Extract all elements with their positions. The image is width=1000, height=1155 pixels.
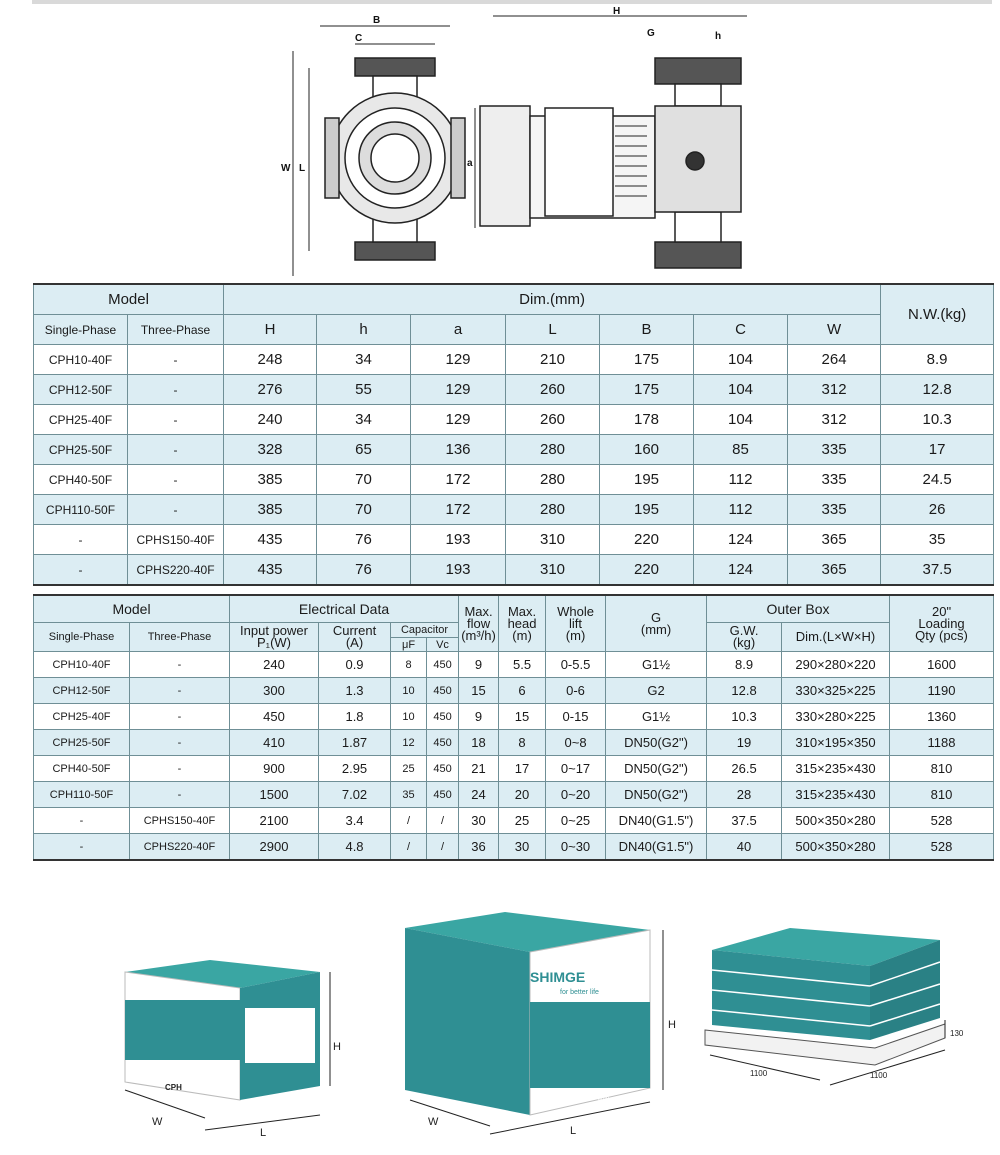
nw-cell: 24.5 [881, 465, 994, 495]
ele-cell-uf: 12 [391, 730, 427, 756]
nw-header: N.W.(kg) [881, 284, 994, 345]
ele-cell-single: CPH110-50F [34, 782, 130, 808]
model-single-cell: CPH40-50F [34, 465, 128, 495]
pallet-height: 130 [950, 1029, 964, 1038]
ele-cell-qty: 1188 [890, 730, 994, 756]
three-phase-header: Three-Phase [128, 315, 224, 345]
nw-cell: 8.9 [881, 345, 994, 375]
dim-value-cell: 112 [694, 495, 788, 525]
dim-value-cell: 328 [224, 435, 317, 465]
box2-caption: Hot Water Circulation Pump [535, 1096, 610, 1102]
ele-cell-lift: 0~25 [546, 808, 606, 834]
dim-value-cell: 210 [506, 345, 600, 375]
ele-cell-dim: 290×280×220 [782, 652, 890, 678]
dim-value-cell: 124 [694, 555, 788, 586]
ele-cell-a: 1.8 [319, 704, 391, 730]
vc-header: Vc [427, 638, 459, 652]
dim-value-cell: 172 [411, 495, 506, 525]
ele-cell-single: CPH25-40F [34, 704, 130, 730]
ele-cell-lift: 0-6 [546, 678, 606, 704]
ele-cell-p: 450 [230, 704, 319, 730]
dim-value-cell: 240 [224, 405, 317, 435]
ele-cell-dim: 310×195×350 [782, 730, 890, 756]
dim-value-cell: 195 [600, 495, 694, 525]
nw-cell: 10.3 [881, 405, 994, 435]
ele-cell-three: - [130, 704, 230, 730]
model-three-cell: - [128, 375, 224, 405]
ele-cell-dim: 330×325×225 [782, 678, 890, 704]
model-single-cell: - [34, 525, 128, 555]
ele-cell-head: 6 [499, 678, 546, 704]
ele-cell-p: 300 [230, 678, 319, 704]
ele-cell-lift: 0-5.5 [546, 652, 606, 678]
box2-brand: SHIMGE [530, 969, 586, 985]
dim-value-cell: 76 [317, 555, 411, 586]
dim-table-row [34, 435, 994, 465]
dim-value-cell: 112 [694, 465, 788, 495]
max-head-header: Max. head (m) [499, 595, 546, 652]
input-power-header: Input power P₁(W) [230, 623, 319, 652]
dim-value-cell: 335 [788, 495, 881, 525]
label-w: W [281, 163, 291, 174]
electrical-header: Electrical Data [230, 595, 459, 623]
ele-cell-vc: 450 [427, 782, 459, 808]
dim-value-cell: 136 [411, 435, 506, 465]
ele-cell-a: 1.87 [319, 730, 391, 756]
dim-value-cell: 124 [694, 525, 788, 555]
ele-cell-single: - [34, 834, 130, 861]
model-header: Model [34, 284, 224, 315]
ele-cell-single: CPH25-50F [34, 730, 130, 756]
dim-value-cell: 129 [411, 345, 506, 375]
col-h-small: h [317, 315, 411, 345]
pump-dimension-drawing [275, 6, 765, 282]
model-three-cell: CPHS220-40F [128, 555, 224, 586]
dim-value-cell: 310 [506, 555, 600, 586]
model-three-cell: - [128, 405, 224, 435]
ele-cell-lift: 0-15 [546, 704, 606, 730]
ele-cell-dim: 330×280×225 [782, 704, 890, 730]
ele-cell-qty: 1190 [890, 678, 994, 704]
ele-cell-head: 30 [499, 834, 546, 861]
dim-value-cell: 70 [317, 495, 411, 525]
model-single-cell: - [34, 555, 128, 586]
nw-cell: 12.8 [881, 375, 994, 405]
col-h: H [224, 315, 317, 345]
ele-cell-vc: / [427, 808, 459, 834]
ele-cell-g: G1½ [606, 652, 707, 678]
label-h-small: h [715, 31, 722, 42]
electrical-table-row [34, 834, 994, 861]
bottom-flange-right [655, 242, 741, 268]
pallet-length-2: 1100 [870, 1071, 888, 1080]
label-a: a [467, 158, 473, 169]
dim-value-cell: 193 [411, 525, 506, 555]
ele-cell-flow: 24 [459, 782, 499, 808]
single-phase-header: Single-Phase [34, 315, 128, 345]
ele-cell-qty: 810 [890, 756, 994, 782]
dim-value-cell: 365 [788, 525, 881, 555]
dim-value-cell: 260 [506, 375, 600, 405]
ele-cell-g: G2 [606, 678, 707, 704]
model-three-cell: CPHS150-40F [128, 525, 224, 555]
current-header: Current (A) [319, 623, 391, 652]
electrical-table-row [34, 678, 994, 704]
ele-cell-head: 25 [499, 808, 546, 834]
ele-cell-head: 20 [499, 782, 546, 808]
ele-cell-uf: 35 [391, 782, 427, 808]
dim-value-cell: 129 [411, 405, 506, 435]
ele-cell-three: - [130, 756, 230, 782]
ele-cell-vc: 450 [427, 652, 459, 678]
dim-value-cell: 335 [788, 435, 881, 465]
ele-cell-g: DN50(G2") [606, 756, 707, 782]
ele-cell-lift: 0~17 [546, 756, 606, 782]
dim-header: Dim.(mm) [224, 284, 881, 315]
dim-value-cell: 385 [224, 495, 317, 525]
ele-cell-three: - [130, 782, 230, 808]
capacitor-header: Capacitor [391, 623, 459, 638]
dim-value-cell: 34 [317, 405, 411, 435]
top-flange-right [655, 58, 741, 84]
model-three-cell: - [128, 495, 224, 525]
ele-cell-gw: 10.3 [707, 704, 782, 730]
dim-value-cell: 312 [788, 375, 881, 405]
model-single-cell: CPH25-50F [34, 435, 128, 465]
ele-cell-p: 2100 [230, 808, 319, 834]
ele-cell-head: 15 [499, 704, 546, 730]
electrical-table-row [34, 756, 994, 782]
dim-table-row [34, 525, 994, 555]
ele-cell-flow: 18 [459, 730, 499, 756]
dim-value-cell: 172 [411, 465, 506, 495]
outer-box-header: Outer Box [707, 595, 890, 623]
label-l: L [299, 163, 306, 174]
dim-value-cell: 85 [694, 435, 788, 465]
loading-header: 20" Loading Qty (pcs) [890, 595, 994, 652]
dim-table-row [34, 465, 994, 495]
dim-value-cell: 310 [506, 525, 600, 555]
small-box [125, 960, 341, 1139]
dim-value-cell: 104 [694, 405, 788, 435]
dim-value-cell: 280 [506, 495, 600, 525]
electrical-table-row [34, 652, 994, 678]
ele-cell-p: 2900 [230, 834, 319, 861]
ele-cell-g: DN50(G2") [606, 730, 707, 756]
box2-l-label: L [570, 1125, 577, 1137]
ele-cell-uf: 25 [391, 756, 427, 782]
ele-cell-flow: 30 [459, 808, 499, 834]
dim-table-row [34, 405, 994, 435]
dim-value-cell: 129 [411, 375, 506, 405]
ele-cell-single: CPH40-50F [34, 756, 130, 782]
ele-cell-three: - [130, 730, 230, 756]
nw-cell: 17 [881, 435, 994, 465]
gw-header: G.W. (kg) [707, 623, 782, 652]
dim-value-cell: 260 [506, 405, 600, 435]
ele-cell-dim: 500×350×280 [782, 834, 890, 861]
dim-lwh-header: Dim.(L×W×H) [782, 623, 890, 652]
ele-cell-uf: / [391, 808, 427, 834]
ele-cell-flow: 9 [459, 704, 499, 730]
ele-cell-vc: 450 [427, 756, 459, 782]
model-three-cell: - [128, 465, 224, 495]
ele-cell-gw: 8.9 [707, 652, 782, 678]
ele-cell-p: 240 [230, 652, 319, 678]
ele-cell-uf: 10 [391, 678, 427, 704]
dim-value-cell: 435 [224, 525, 317, 555]
dim-value-cell: 193 [411, 555, 506, 586]
ele-cell-uf: / [391, 834, 427, 861]
ele-cell-p: 900 [230, 756, 319, 782]
ele-cell-a: 3.4 [319, 808, 391, 834]
model-single-cell: CPH25-40F [34, 405, 128, 435]
ele-cell-single: CPH10-40F [34, 652, 130, 678]
box2-slogan: for better life [560, 989, 599, 996]
nw-cell: 37.5 [881, 555, 994, 586]
ele-cell-single: - [34, 808, 130, 834]
ele-cell-a: 1.3 [319, 678, 391, 704]
ele-cell-three: CPHS220-40F [130, 834, 230, 861]
dim-table-row [34, 495, 994, 525]
nw-cell: 26 [881, 495, 994, 525]
ele-cell-g: DN50(G2") [606, 782, 707, 808]
electrical-table-row [34, 704, 994, 730]
box1-l-label: L [260, 1127, 267, 1139]
col-w: W [788, 315, 881, 345]
box1-brand: SHIMGE [140, 986, 184, 998]
box2-h-label: H [668, 1019, 676, 1031]
box1-h-label: H [333, 1041, 341, 1053]
col-l: L [506, 315, 600, 345]
dim-value-cell: 70 [317, 465, 411, 495]
ele-cell-a: 2.95 [319, 756, 391, 782]
ele-cell-single: CPH12-50F [34, 678, 130, 704]
model-single-cell: CPH12-50F [34, 375, 128, 405]
ele-model-header: Model [34, 595, 230, 623]
dim-value-cell: 280 [506, 465, 600, 495]
dim-value-cell: 34 [317, 345, 411, 375]
ele-cell-gw: 26.5 [707, 756, 782, 782]
ele-cell-gw: 40 [707, 834, 782, 861]
ele-cell-dim: 315×235×430 [782, 782, 890, 808]
dim-value-cell: 65 [317, 435, 411, 465]
model-single-cell: CPH110-50F [34, 495, 128, 525]
dim-value-cell: 312 [788, 405, 881, 435]
electrical-table [33, 594, 994, 861]
ele-single-phase-header: Single-Phase [34, 623, 130, 652]
nw-cell: 35 [881, 525, 994, 555]
dimension-table [33, 283, 994, 586]
ele-cell-qty: 528 [890, 834, 994, 861]
ele-cell-a: 0.9 [319, 652, 391, 678]
pallet-length-1: 1100 [750, 1069, 768, 1078]
ele-cell-vc: 450 [427, 730, 459, 756]
dim-value-cell: 264 [788, 345, 881, 375]
packaging-illustrations [0, 890, 1000, 1155]
dim-value-cell: 276 [224, 375, 317, 405]
ele-cell-three: CPHS150-40F [130, 808, 230, 834]
uf-header: μF [391, 638, 427, 652]
ele-cell-gw: 28 [707, 782, 782, 808]
ele-cell-a: 4.8 [319, 834, 391, 861]
dim-value-cell: 335 [788, 465, 881, 495]
ele-cell-a: 7.02 [319, 782, 391, 808]
label-h-total: H [613, 6, 621, 17]
dim-value-cell: 385 [224, 465, 317, 495]
model-three-cell: - [128, 435, 224, 465]
max-flow-header: Max. flow (m³/h) [459, 595, 499, 652]
ele-cell-lift: 0~20 [546, 782, 606, 808]
dim-value-cell: 178 [600, 405, 694, 435]
dim-value-cell: 55 [317, 375, 411, 405]
col-c: C [694, 315, 788, 345]
ele-cell-vc: / [427, 834, 459, 861]
ele-cell-lift: 0~8 [546, 730, 606, 756]
ele-cell-uf: 10 [391, 704, 427, 730]
ele-cell-gw: 19 [707, 730, 782, 756]
ele-cell-g: G1½ [606, 704, 707, 730]
ele-cell-gw: 12.8 [707, 678, 782, 704]
ele-cell-p: 410 [230, 730, 319, 756]
ele-cell-g: DN40(G1.5") [606, 834, 707, 861]
pallet-stack [705, 928, 964, 1085]
ele-cell-flow: 9 [459, 652, 499, 678]
large-box [405, 912, 676, 1137]
box1-model: CPH [165, 1083, 182, 1092]
dim-value-cell: 365 [788, 555, 881, 586]
label-g: G [647, 28, 655, 39]
ele-cell-three: - [130, 678, 230, 704]
ele-cell-vc: 450 [427, 678, 459, 704]
top-divider [32, 0, 992, 4]
electrical-table-row [34, 782, 994, 808]
ele-cell-flow: 36 [459, 834, 499, 861]
dim-value-cell: 248 [224, 345, 317, 375]
box2-w-label: W [428, 1116, 439, 1128]
g-header: G (mm) [606, 595, 707, 652]
dim-value-cell: 220 [600, 525, 694, 555]
dim-value-cell: 104 [694, 375, 788, 405]
dim-table-row [34, 345, 994, 375]
ele-cell-vc: 450 [427, 704, 459, 730]
model-single-cell: CPH10-40F [34, 345, 128, 375]
ele-cell-qty: 810 [890, 782, 994, 808]
dim-value-cell: 195 [600, 465, 694, 495]
ele-cell-head: 5.5 [499, 652, 546, 678]
ele-cell-qty: 1360 [890, 704, 994, 730]
top-flange-left [355, 58, 435, 76]
ele-cell-lift: 0~30 [546, 834, 606, 861]
dim-value-cell: 175 [600, 375, 694, 405]
bottom-flange-left [355, 242, 435, 260]
dim-value-cell: 220 [600, 555, 694, 586]
ele-cell-p: 1500 [230, 782, 319, 808]
ele-cell-g: DN40(G1.5") [606, 808, 707, 834]
ele-cell-flow: 15 [459, 678, 499, 704]
ele-cell-dim: 500×350×280 [782, 808, 890, 834]
dim-table-row [34, 555, 994, 586]
ele-cell-head: 17 [499, 756, 546, 782]
ele-cell-dim: 315×235×430 [782, 756, 890, 782]
label-c: C [355, 33, 363, 44]
dim-value-cell: 104 [694, 345, 788, 375]
whole-lift-header: Whole lift (m) [546, 595, 606, 652]
dim-value-cell: 160 [600, 435, 694, 465]
ele-cell-uf: 8 [391, 652, 427, 678]
electrical-table-row [34, 808, 994, 834]
dim-table-row [34, 375, 994, 405]
ele-cell-head: 8 [499, 730, 546, 756]
dim-value-cell: 76 [317, 525, 411, 555]
box1-w-label: W [152, 1116, 163, 1128]
ele-cell-gw: 37.5 [707, 808, 782, 834]
dim-value-cell: 175 [600, 345, 694, 375]
ele-cell-qty: 528 [890, 808, 994, 834]
col-a: a [411, 315, 506, 345]
electrical-table-row [34, 730, 994, 756]
dim-value-cell: 435 [224, 555, 317, 586]
ele-cell-qty: 1600 [890, 652, 994, 678]
dim-value-cell: 280 [506, 435, 600, 465]
ele-cell-flow: 21 [459, 756, 499, 782]
model-three-cell: - [128, 345, 224, 375]
label-b: B [373, 15, 381, 26]
col-b: B [600, 315, 694, 345]
ele-cell-three: - [130, 652, 230, 678]
ele-three-phase-header: Three-Phase [130, 623, 230, 652]
